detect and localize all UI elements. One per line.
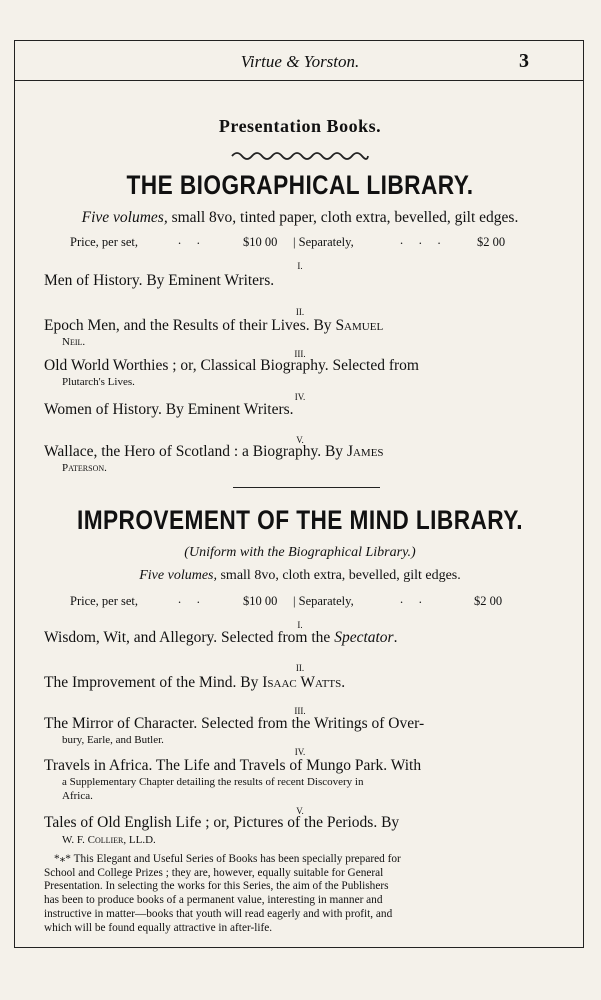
book-entry-continued: Africa.: [62, 790, 93, 802]
leader-dots: . .: [400, 592, 422, 606]
book-entry-continued: bury, Earle, and Butler.: [62, 734, 164, 746]
separately-label: | Separately,: [293, 235, 354, 249]
series-note: [44, 853, 556, 935]
improvement-subtitle: Five volumes, small 8vo, cloth extra, bevelled, gilt edges.: [139, 568, 461, 583]
volume-numeral: I.: [297, 620, 303, 630]
book-entry: The Improvement of the Mind. By Isaac Watts.: [44, 674, 346, 691]
book-entry: The Mirror of Character. Selected from the Writings of Over-: [44, 715, 425, 732]
leader-dots: . .: [178, 592, 200, 606]
note-line: has been to produce books of a permanent value, interesting in manner and: [44, 894, 383, 907]
volume-numeral: IV.: [294, 392, 306, 402]
ornament-rule-icon: [230, 148, 370, 162]
volume-numeral: V.: [296, 435, 304, 445]
price-each-value: $2 00: [474, 594, 503, 608]
page-number: 3: [519, 50, 529, 72]
note-line: *⁎* This Elegant and Useful Series of Books has been specially prepared for: [54, 853, 401, 865]
volume-numeral: II.: [295, 307, 305, 317]
note-line: which will be found equally attractive in after-life.: [44, 921, 273, 934]
book-entry-continued: Plutarch's Lives.: [62, 376, 135, 388]
price-per-set-label: Price, per set,: [70, 235, 139, 249]
running-title: Virtue & Yorston.: [240, 52, 360, 71]
book-entry: Epoch Men, and the Results of their Lives. By Samuel: [44, 317, 384, 334]
improvement-library-title: IMPROVEMENT OF THE MIND LIBRARY.: [76, 505, 524, 535]
separately-label: | Separately,: [293, 594, 354, 608]
section-divider: [233, 487, 380, 488]
book-entry-continued: a Supplementary Chapter detailing the results of recent Discovery in: [62, 776, 364, 788]
section-heading: Presentation Books.: [218, 116, 382, 136]
leader-dots: . .: [178, 233, 200, 247]
book-entry: Travels in Africa. The Life and Travels of Mungo Park. With: [44, 757, 422, 774]
leader-dots: . . .: [400, 233, 441, 247]
book-entry: Wisdom, Wit, and Allegory. Selected from the Spectator.: [44, 629, 398, 646]
biographical-subtitle: Five volumes, small 8vo, tinted paper, cloth extra, bevelled, gilt edges.: [81, 209, 519, 226]
volume-numeral: III.: [294, 706, 306, 716]
book-entry: Women of History. By Eminent Writers.: [44, 401, 294, 418]
volume-numeral: IV.: [294, 747, 306, 757]
volume-numeral: III.: [294, 349, 306, 359]
book-entry-continued: Neil.: [62, 336, 86, 348]
note-line: School and College Prizes ; they are, however, equally suitable for General: [44, 866, 384, 879]
biographical-library-title: THE BIOGRAPHICAL LIBRARY.: [126, 170, 474, 200]
price-set-value: $10 00: [243, 235, 278, 249]
book-entry-continued: Paterson.: [62, 462, 107, 474]
volume-numeral: V.: [296, 806, 304, 816]
uniform-note: (Uniform with the Biographical Library.): [184, 545, 416, 560]
header-rule: [14, 80, 584, 81]
book-entry: Wallace, the Hero of Scotland : a Biography. By James: [44, 443, 384, 460]
book-entry: Old World Worthies ; or, Classical Biography. Selected from: [44, 357, 419, 374]
price-set-value: $10 00: [243, 594, 278, 608]
book-entry-continued: W. F. Collier, LL.D.: [62, 834, 156, 846]
price-per-set-label: Price, per set,: [70, 594, 139, 608]
price-each-value: $2 00: [477, 235, 506, 249]
volume-numeral: II.: [295, 663, 305, 673]
book-entry: Men of History. By Eminent Writers.: [44, 272, 275, 289]
volume-numeral: I.: [297, 261, 303, 271]
note-line: instructive in matter—books that youth will read eagerly and with profit, and: [44, 907, 393, 920]
book-entry: Tales of Old English Life ; or, Pictures of the Periods. By: [44, 814, 400, 831]
note-line: Presentation. In selecting the works for this Series, the aim of the Publishers: [44, 880, 389, 893]
